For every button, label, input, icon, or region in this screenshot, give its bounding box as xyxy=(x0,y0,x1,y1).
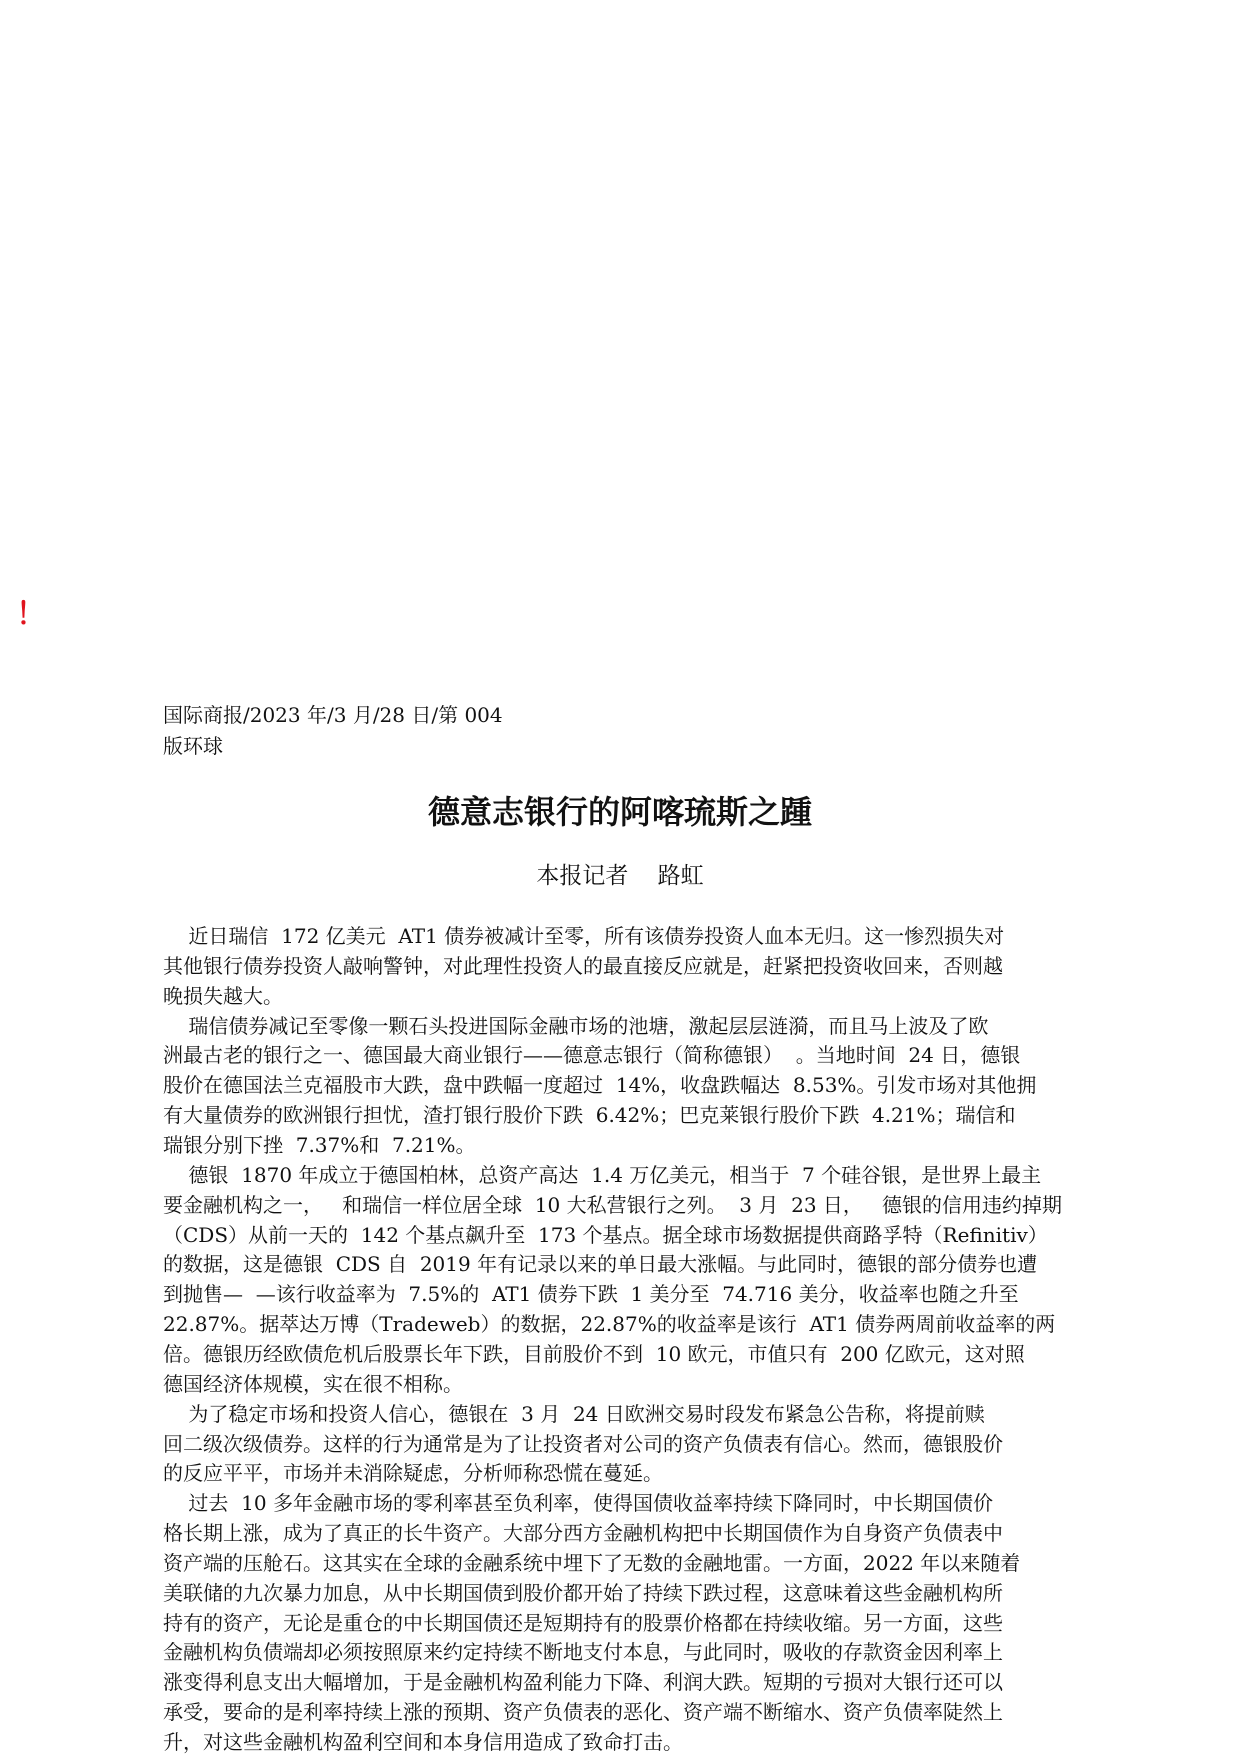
body-line: 到抛售— —该行收益率为 7.5%的 AT1 债券下跌 1 美分至 74.716 美分，收益率也随之升至 xyxy=(163,1282,1019,1307)
body-line: 的反应平平，市场并未消除疑虑，分析师称恐慌在蔓延。 xyxy=(163,1461,663,1486)
body-line: 升，对这些金融机构盈利空间和本身信用造成了致命打击。 xyxy=(163,1730,683,1754)
source-line-1: 国际商报/2023 年/3 月/28 日/第 004 xyxy=(163,703,503,727)
body-line: 过去 10 多年金融市场的零利率甚至负利率，使得国债收益率持续下降同时，中长期国债价 xyxy=(163,1491,993,1516)
body-line: 22.87%。据萃达万博（Tradeweb）的数据，22.87%的收益率是该行 AT1 债券两周前收益率的两 xyxy=(163,1312,1056,1336)
body-line: 近日瑞信 172 亿美元 AT1 债券被减计至零，所有该债券投资人血本无归。这一惨烈损失对 xyxy=(163,924,1005,948)
body-line: 涨变得利息支出大幅增加，于是金融机构盈利能力下降、利润大跌。短期的亏损对大银行还可以 xyxy=(163,1670,1003,1695)
body-line: 瑞银分别下挫 7.37%和 7.21%。 xyxy=(163,1133,476,1157)
body-line: 瑞信债券减记至零像一颗石头投进国际金融市场的池塘，激起层层涟漪，而且马上波及了欧 xyxy=(163,1013,989,1038)
body-line: 有大量债券的欧洲银行担忧，渣打银行股价下跌 6.42%；巴克莱银行股价下跌 4.21%；瑞信和 xyxy=(163,1103,1016,1128)
body-line: 要金融机构之一， 和瑞信一样位居全球 10 大私营银行之列。 3 月 23 日， 德银的信用违约掉期 xyxy=(163,1192,1062,1217)
article-byline: 本报记者 路虹 xyxy=(536,863,704,889)
body-line: 持有的资产，无论是重仓的中长期国债还是短期持有的股票价格都在持续收缩。另一方面，这些 xyxy=(163,1610,1003,1635)
article-headline: 德意志银行的阿喀琉斯之踵 xyxy=(427,793,812,831)
body-line: 格长期上涨，成为了真正的长牛资产。大部分西方金融机构把中长期国债作为自身资产负债表中 xyxy=(163,1521,1003,1545)
body-line: 美联储的九次暴力加息，从中长期国债到股价都开始了持续下跌过程，这意味着这些金融机构所 xyxy=(163,1580,1003,1605)
red-exclamation-mark: ！ xyxy=(16,597,46,632)
body-line: 资产端的压舱石。这其实在全球的金融系统中埋下了无数的金融地雷。一方面，2022 年以来随着 xyxy=(163,1550,1021,1575)
body-line: 晚损失越大。 xyxy=(163,983,283,1008)
body-line: 德国经济体规模，实在很不相称。 xyxy=(163,1371,463,1396)
body-line: 德银 1870 年成立于德国柏林，总资产高达 1.4 万亿美元，相当于 7 个硅谷银，是世界上最主 xyxy=(163,1162,1042,1187)
body-line: 回二级次级债券。这样的行为通常是为了让投资者对公司的资产负债表有信心。然而，德银股价 xyxy=(163,1431,1003,1456)
body-line: 倍。德银历经欧债危机后股票长年下跌，目前股价不到 10 欧元，市值只有 200 亿欧元，这对照 xyxy=(163,1341,1025,1366)
source-line-2: 版环球 xyxy=(163,734,223,758)
body-line: （CDS）从前一天的 142 个基点飙升至 173 个基点。据全球市场数据提供商路孚特（Refinitiv） xyxy=(163,1222,1048,1247)
body-line: 承受，要命的是利率持续上涨的预期、资产负债表的恶化、资产端不断缩水、资产负债率陡然上 xyxy=(163,1700,1003,1725)
body-line: 的数据，这是德银 CDS 自 2019 年有记录以来的单日最大涨幅。与此同时，德银的部分债券也遭 xyxy=(163,1252,1038,1277)
body-line: 其他银行债券投资人敲响警钟，对此理性投资人的最直接反应就是，赶紧把投资收回来，否则越 xyxy=(163,953,1003,978)
body-line: 金融机构负债端却必须按照原来约定持续不断地支付本息，与此同时，吸收的存款资金因利率上 xyxy=(163,1640,1003,1665)
body-line: 股价在德国法兰克福股市大跌，盘中跌幅一度超过 14%，收盘跌幅达 8.53%。引发市场对其他拥 xyxy=(163,1073,1037,1098)
body-line: 为了稳定市场和投资人信心，德银在 3 月 24 日欧洲交易时段发布紧急公告称，将提前赎 xyxy=(163,1401,985,1426)
body-line: 洲最古老的银行之一、德国最大商业银行——德意志银行（简称德银） 。当地时间 24 日，德银 xyxy=(163,1043,1021,1068)
